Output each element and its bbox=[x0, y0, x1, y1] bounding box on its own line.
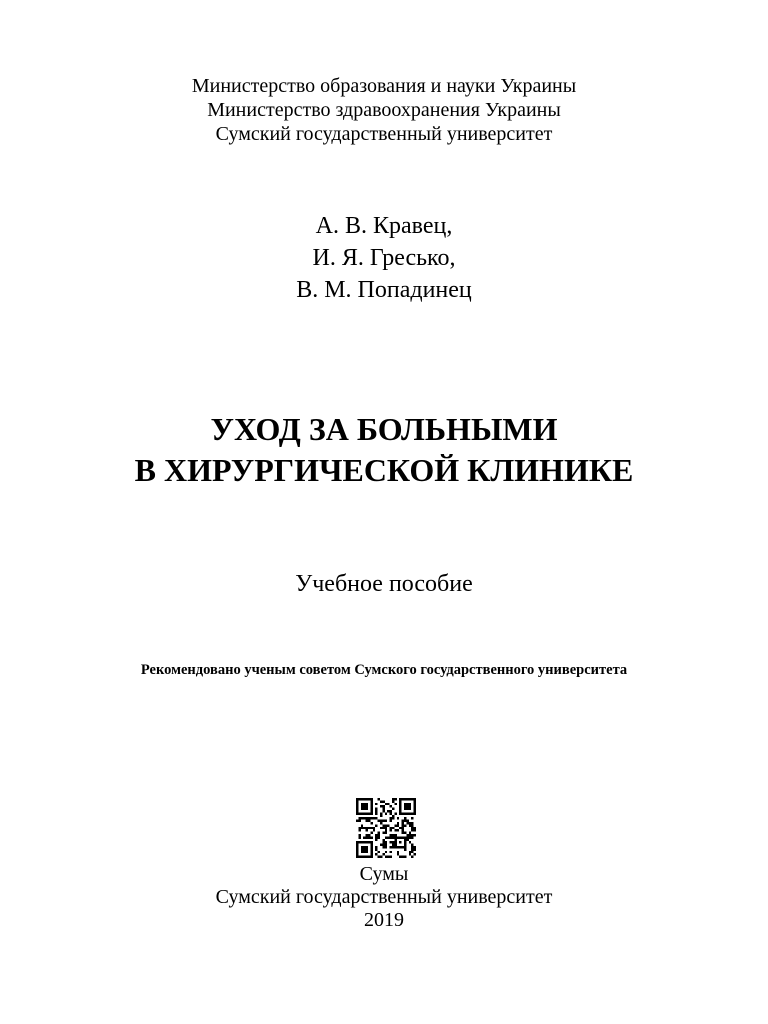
recommendation-note: Рекомендовано ученым советом Сумского государственного университета bbox=[140, 662, 628, 678]
imprint-city: Сумы bbox=[359, 863, 409, 885]
imprint-publisher: Сумский государственный университет bbox=[215, 886, 553, 908]
author-kravets: А. В. Кравец, bbox=[315, 213, 453, 239]
author-popadinets: В. М. Попадинец bbox=[296, 277, 472, 303]
book-title-line-1: УХОД ЗА БОЛЬНЫМИ bbox=[210, 411, 558, 447]
book-title-line-2: В ХИРУРГИЧЕСКОЙ КЛИНИКЕ bbox=[134, 452, 634, 488]
qr-code-icon bbox=[356, 798, 416, 858]
ministry-education-line: Министерство образования и науки Украины bbox=[191, 75, 577, 97]
ministry-health-line: Министерство здравоохранения Украины bbox=[207, 99, 561, 121]
book-subtitle: Учебное пособие bbox=[295, 571, 473, 597]
author-gresko: И. Я. Гресько, bbox=[312, 245, 456, 271]
imprint-year: 2019 bbox=[364, 909, 404, 931]
university-line: Сумский государственный университет bbox=[215, 123, 553, 145]
